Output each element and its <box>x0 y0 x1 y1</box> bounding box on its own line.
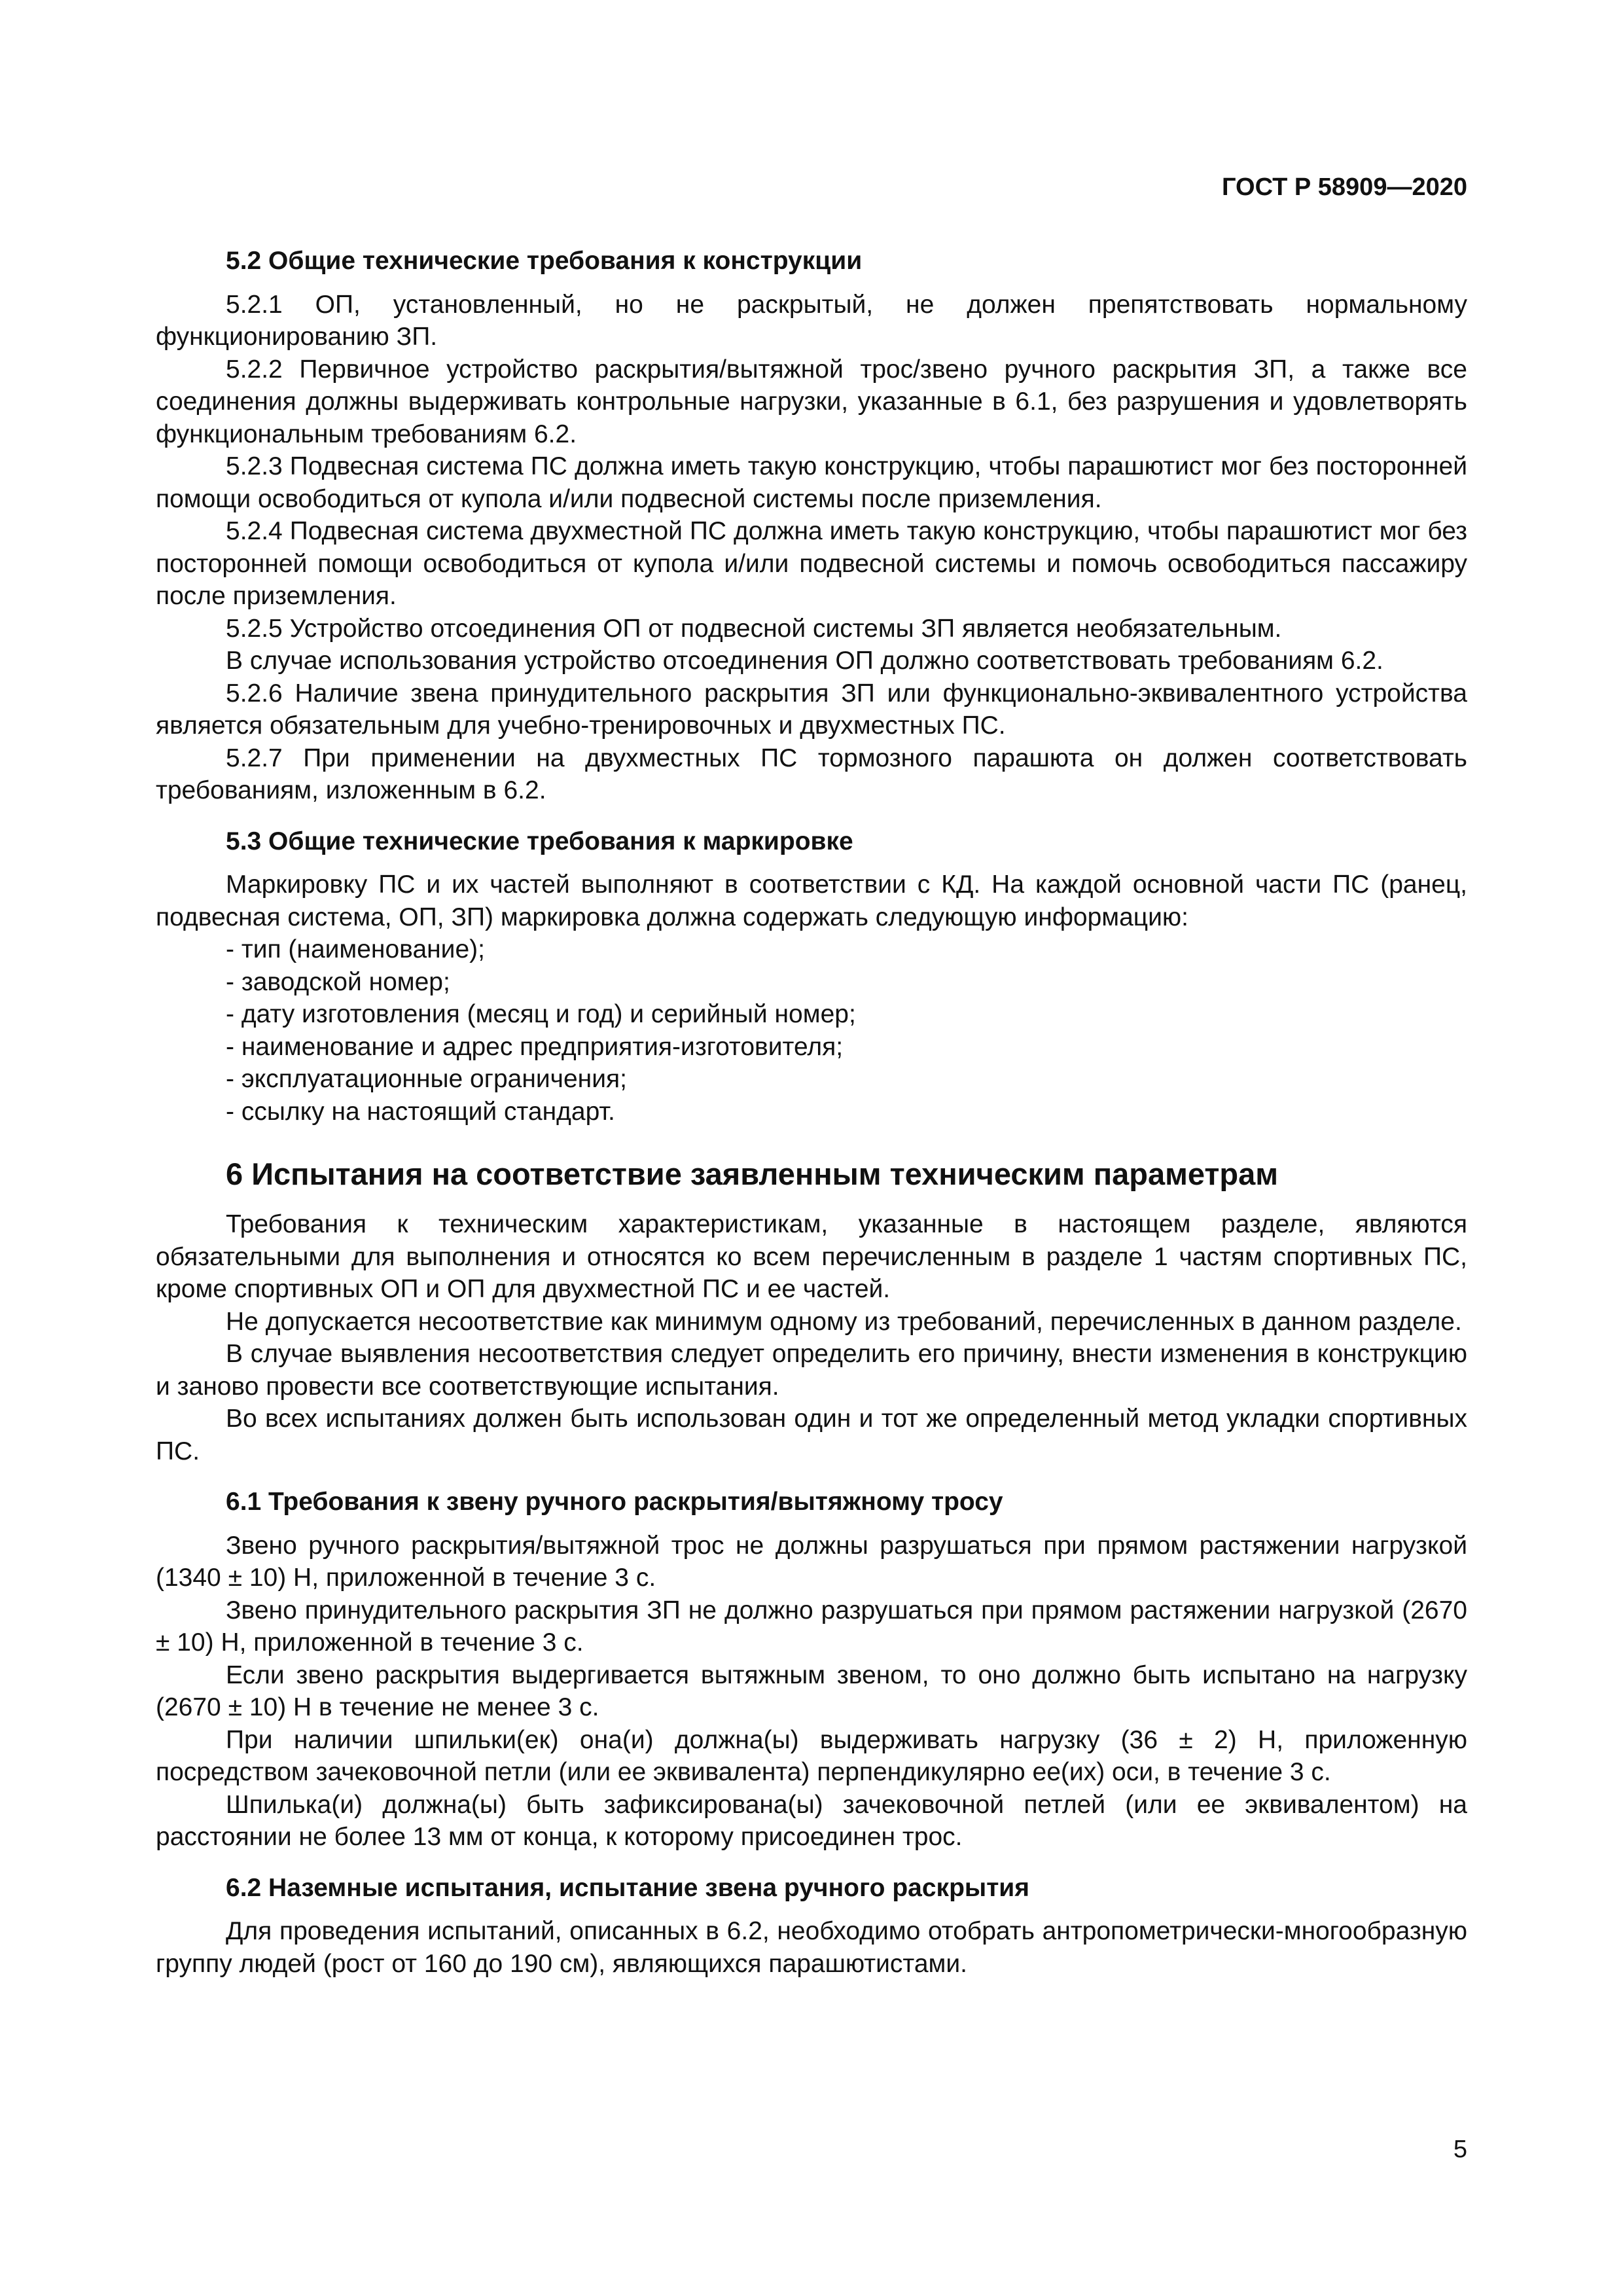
paragraph-5-2-2: 5.2.2 Первичное устройство раскрытия/вытяжной трос/звено ручного раскрытия ЗП, а также все соединения должны выдерживать контрольные нагрузки, указанные в 6.1, без разрушения и удовлетворять функциональным требованиям 6.2. <box>156 355 1467 448</box>
list-item: - ссылку на настоящий стандарт. <box>226 1096 1467 1128</box>
paragraph-6-3: В случае выявления несоответствия следует определить его причину, внести изменения в конструкцию и заново провести все соответствующие испытания. <box>156 1340 1467 1401</box>
paragraph-5-3-intro: Маркировку ПС и их частей выполняют в соответствии с КД. На каждой основной части ПС (ранец, подвесная система, ОП, ЗП) маркировка должна содержать следующую информацию: <box>156 870 1467 931</box>
marking-list <box>156 933 1467 1128</box>
paragraph-5-2-1: 5.2.1 ОП, установленный, но не раскрытый, не должен препятствовать нормальному функционированию ЗП. <box>156 290 1467 351</box>
paragraph-6-1-1: Звено ручного раскрытия/вытяжной трос не должны разрушаться при прямом растяжении нагрузкой (1340 ± 10) Н, приложенной в течение 3 с. <box>156 1531 1467 1592</box>
paragraph-6-2-1: Для проведения испытаний, описанных в 6.2, необходимо отобрать антропометрически-многообразную группу людей (рост от 160 до 190 см), являющихся парашютистами. <box>156 1917 1467 1978</box>
paragraph-6-1-2: Звено принудительного раскрытия ЗП не должно разрушаться при прямом растяжении нагрузкой (2670 ± 10) Н, приложенной в течение 3 с. <box>156 1596 1467 1657</box>
list-item: - наименование и адрес предприятия-изготовителя; <box>226 1031 1467 1064</box>
section-5-2-title: 5.2 Общие технические требования к конструкции <box>226 247 863 275</box>
page-number: 5 <box>1453 2136 1467 2163</box>
paragraph-5-2-4: 5.2.4 Подвесная система двухместной ПС должна иметь такую конструкцию, чтобы парашютист мог без посторонней помощи освободиться от купола и/или подвесной системы и помочь освободиться пассажиру после приземления. <box>156 517 1467 610</box>
paragraph-6-1-3: Если звено раскрытия выдергивается вытяжным звеном, то оно должно быть испытано на нагрузку (2670 ± 10) Н в течение не менее 3 с. <box>156 1660 1467 1721</box>
paragraph-5-2-5-cont: В случае использования устройство отсоединения ОП должно соответствовать требованиям 6.2. <box>226 647 1383 675</box>
paragraph-6-1-4: При наличии шпильки(ек) она(и) должна(ы) выдерживать нагрузку (36 ± 2) Н, приложенную посредством зачековочной петли (или ее эквивалента) перпендикулярно ее(их) оси, в течение 3 с. <box>156 1725 1467 1786</box>
paragraph-5-2-7: 5.2.7 При применении на двухместных ПС тормозного парашюта он должен соответствовать требованиям, изложенным в 6.2. <box>156 744 1467 804</box>
paragraph-5-2-5: 5.2.5 Устройство отсоединения ОП от подвесной системы ЗП является необязательным. <box>226 614 1282 643</box>
standard-designation: ГОСТ Р 58909—2020 <box>1222 173 1467 201</box>
paragraph-6-2: Не допускается несоответствие как минимум одному из требований, перечисленных в данном разделе. <box>226 1307 1462 1336</box>
section-5-3-title: 5.3 Общие технические требования к маркировке <box>226 827 853 855</box>
document-body <box>156 245 1467 1980</box>
list-item: - дату изготовления (месяц и год) и серийный номер; <box>226 998 1467 1031</box>
paragraph-6-1: Требования к техническим характеристикам, указанные в настоящем разделе, являются обязательными для выполнения и относятся ко всем перечисленным в разделе 1 частям спортивных ПС, кроме спортивных ОП и ОП для двухместной ПС и ее частей. <box>156 1210 1467 1303</box>
paragraph-6-1-5: Шпилька(и) должна(ы) быть зафиксирована(ы) зачековочной петлей (или ее эквивалентом) на расстоянии не более 13 мм от конца, к которому присоединен трос. <box>156 1790 1467 1851</box>
list-item: - эксплуатационные ограничения; <box>226 1063 1467 1096</box>
document-page <box>156 0 1467 2296</box>
list-item: - заводской номер; <box>226 966 1467 999</box>
paragraph-5-2-3: 5.2.3 Подвесная система ПС должна иметь такую конструкцию, чтобы парашютист мог без посторонней помощи освободиться от купола и/или подвесной системы после приземления. <box>156 452 1467 513</box>
section-6-1-title: 6.1 Требования к звену ручного раскрытия/вытяжному тросу <box>226 1488 1003 1516</box>
section-6-2-title: 6.2 Наземные испытания, испытание звена ручного раскрытия <box>226 1873 1030 1902</box>
list-item: - тип (наименование); <box>226 933 1467 966</box>
section-6-title: 6 Испытания на соответствие заявленным техническим параметрам <box>226 1157 1279 1191</box>
paragraph-6-4: Во всех испытаниях должен быть использован один и тот же определенный метод укладки спортивных ПС. <box>156 1405 1467 1465</box>
paragraph-5-2-6: 5.2.6 Наличие звена принудительного раскрытия ЗП или функционально-эквивалентного устройства является обязательным для учебно-тренировочных и двухместных ПС. <box>156 679 1467 740</box>
